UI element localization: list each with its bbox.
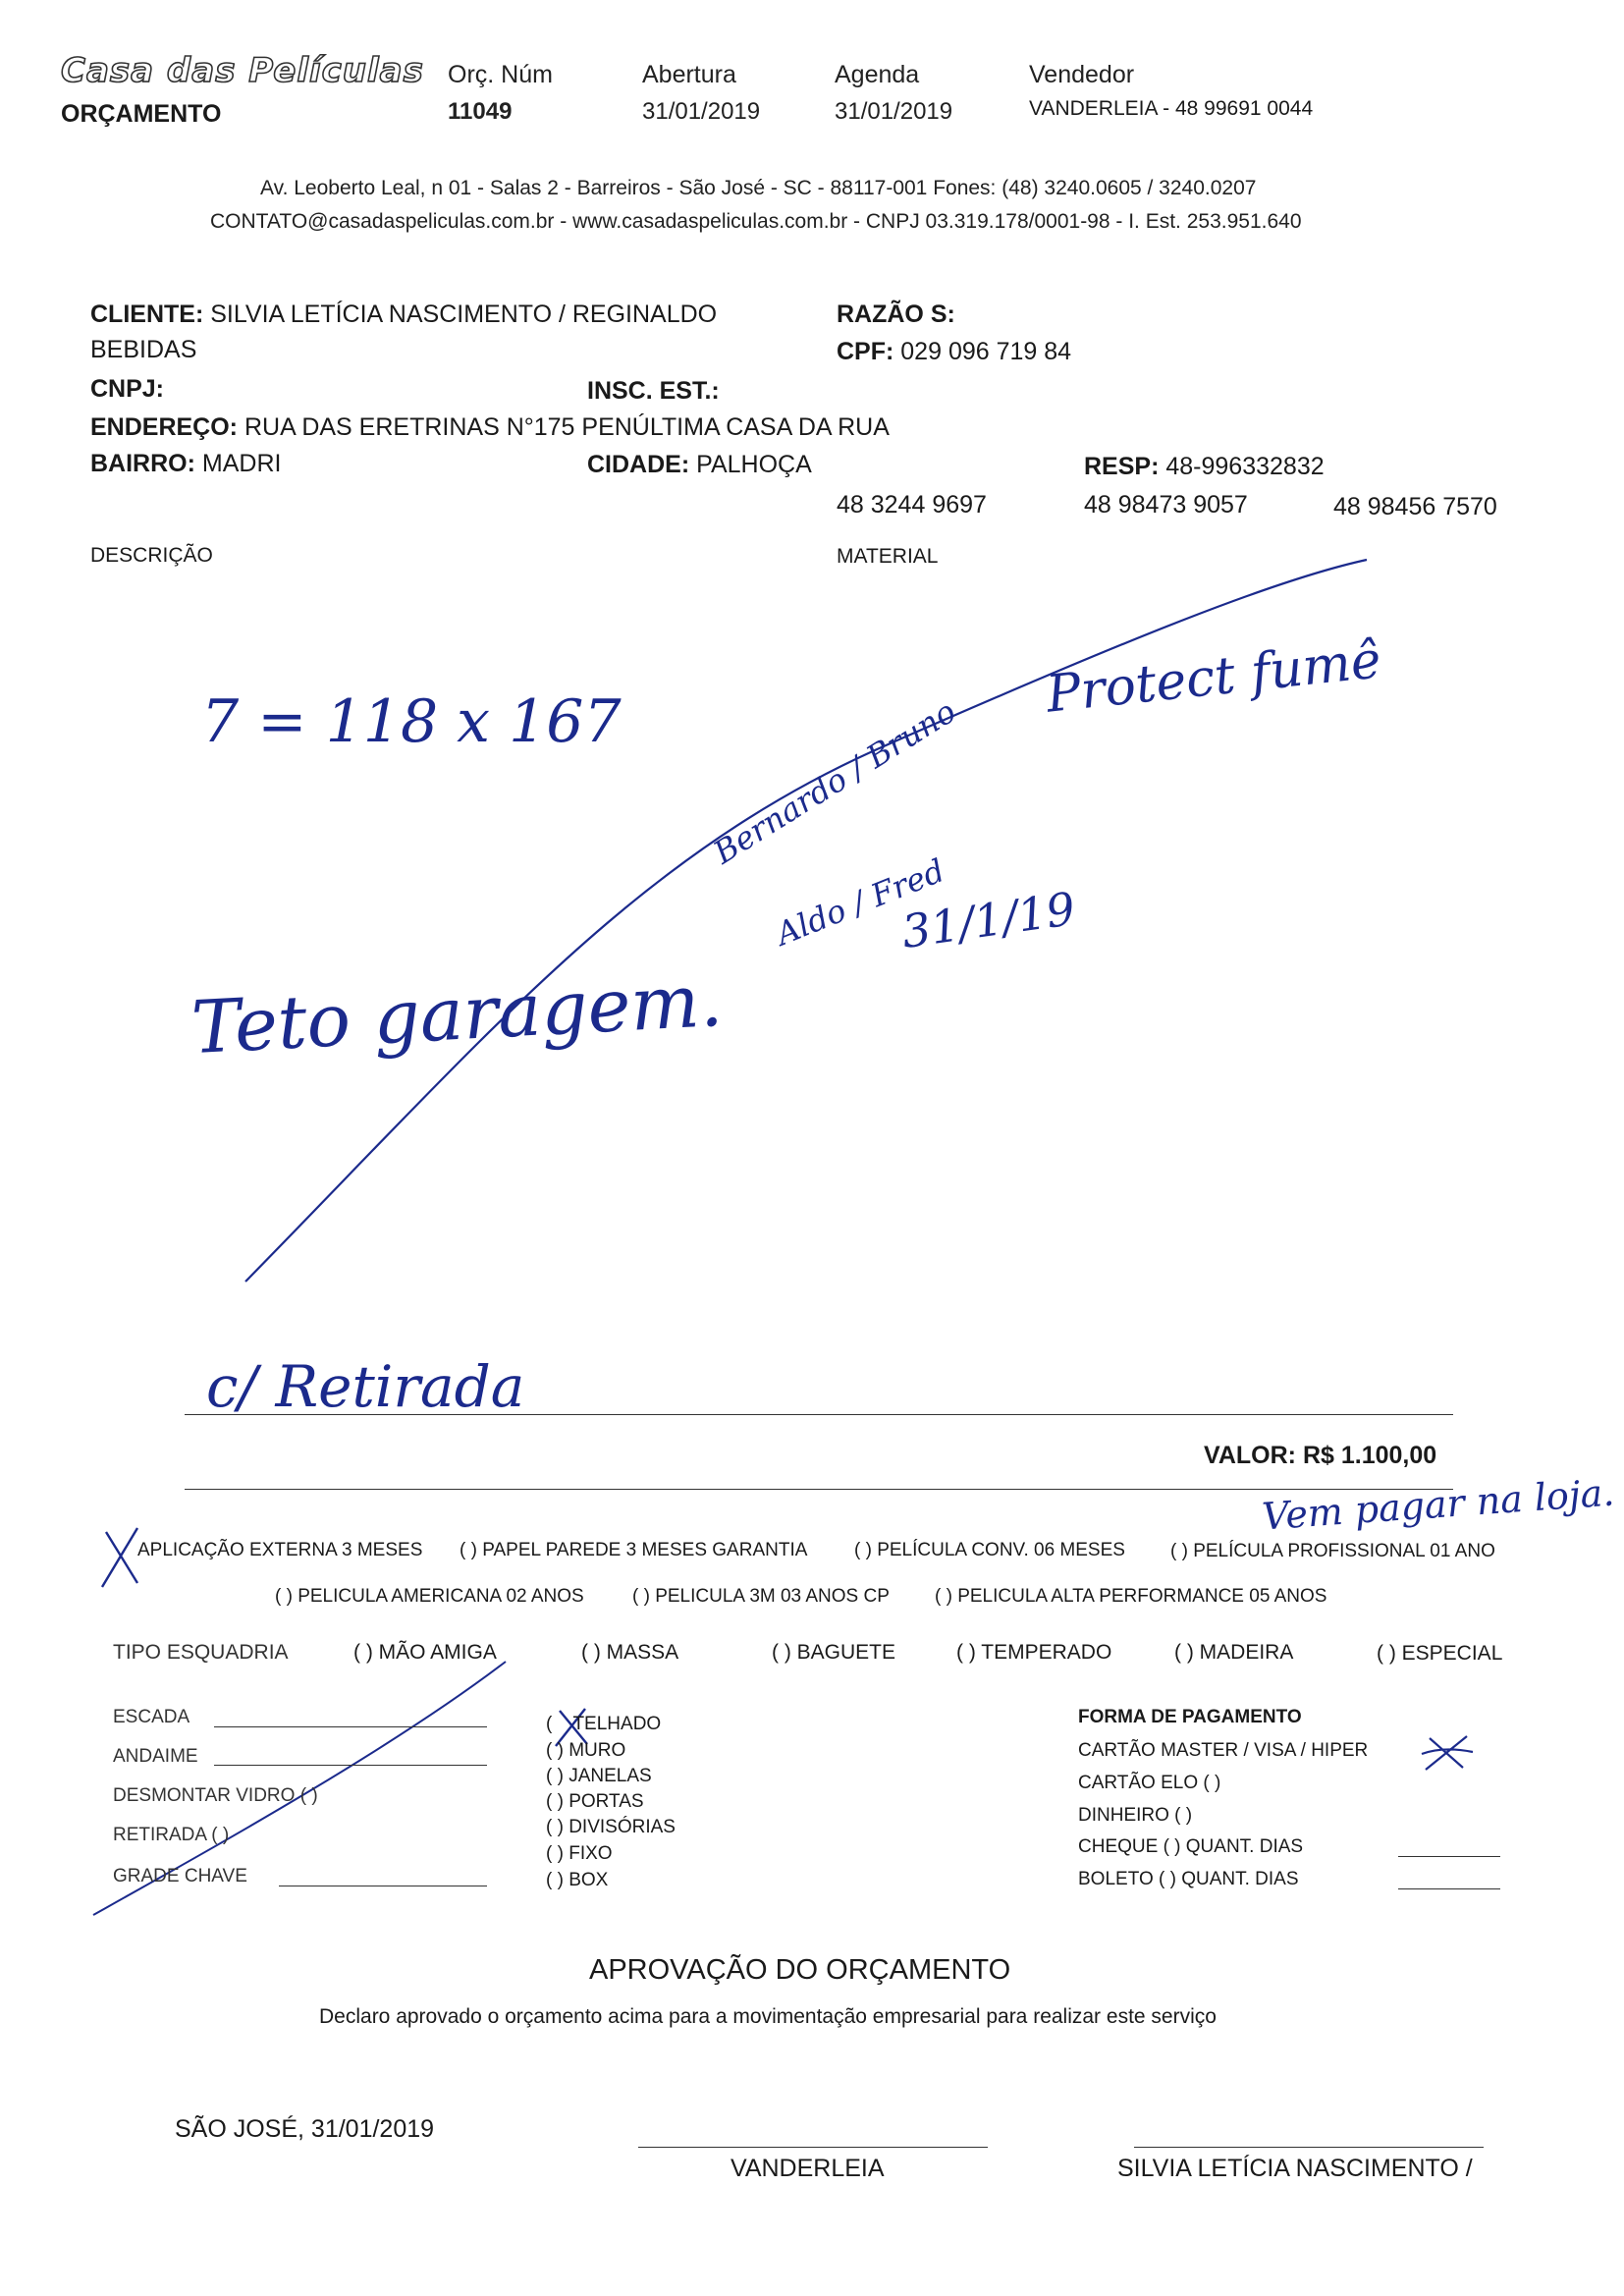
cliente-value-cont: BEBIDAS: [90, 336, 197, 363]
cidade-label: CIDADE:: [587, 451, 690, 478]
handwritten-location: Teto garagem.: [189, 957, 725, 1071]
option-madeira[interactable]: ( ) MADEIRA: [1174, 1641, 1294, 1664]
check-telhado[interactable]: ( TELHADO: [546, 1714, 662, 1734]
handwritten-material: Protect fumê: [1043, 630, 1384, 725]
option-pelicula-alta-performance[interactable]: ( ) PELICULA ALTA PERFORMANCE 05 ANOS: [935, 1586, 1327, 1607]
handwritten-payment-note: Vem pagar na loja.: [1260, 1470, 1616, 1539]
abertura-value: 31/01/2019: [642, 98, 761, 125]
payment-cartao-elo[interactable]: CARTÃO ELO ( ): [1078, 1773, 1221, 1793]
company-address: Av. Leoberto Leal, n 01 - Salas 2 - Barreiros - São José - SC - 88117-001 Fones: (48) 3240.0605 / 3240.0207: [260, 177, 1257, 199]
material-header: MATERIAL: [837, 545, 939, 568]
cpf-value: 029 096 719 84: [900, 338, 1072, 365]
payment-title: FORMA DE PAGAMENTO: [1078, 1707, 1302, 1727]
check-muro[interactable]: ( ) MURO: [546, 1740, 626, 1761]
company-logo: Casa das Películas: [61, 51, 424, 90]
valor-field: [1204, 1442, 1436, 1470]
option-especial[interactable]: ( ) ESPECIAL: [1377, 1642, 1503, 1665]
option-papel-parede[interactable]: ( ) PAPEL PAREDE 3 MESES GARANTIA: [460, 1540, 808, 1560]
client-signature-name: SILVIA LETÍCIA NASCIMENTO /: [1117, 2155, 1473, 2182]
extra-desmontar-vidro[interactable]: DESMONTAR VIDRO ( ): [113, 1785, 318, 1806]
payment-dinheiro[interactable]: DINHEIRO ( ): [1078, 1805, 1193, 1826]
handwritten-date: 31/1/19: [898, 881, 1079, 959]
company-contact: CONTATO@casadaspeliculas.com.br - www.casadaspeliculas.com.br - CNPJ 03.319.178/0001-98 - I. Est. 253.951.640: [210, 210, 1302, 233]
bairro-label: BAIRRO:: [90, 450, 195, 477]
extra-retirada[interactable]: RETIRADA ( ): [113, 1825, 230, 1845]
check-janelas[interactable]: ( ) JANELAS: [546, 1766, 652, 1786]
handwritten-names-1: Bernardo / Bruno: [707, 692, 963, 872]
bairro-value: MADRI: [201, 450, 282, 477]
razao-label: RAZÃO S:: [837, 301, 955, 328]
phone-1: 48 3244 9697: [837, 491, 987, 519]
option-aplicacao-externa[interactable]: APLICAÇÃO EXTERNA 3 MESES: [137, 1540, 423, 1560]
option-pelicula-conv[interactable]: ( ) PELÍCULA CONV. 06 MESES: [854, 1540, 1125, 1560]
cliente-label: CLIENTE:: [90, 301, 204, 328]
phone-2: 48 98473 9057: [1084, 491, 1248, 519]
option-pelicula-americana[interactable]: ( ) PELICULA AMERICANA 02 ANOS: [275, 1586, 584, 1607]
agenda-value: 31/01/2019: [835, 98, 953, 125]
check-box[interactable]: ( ) BOX: [546, 1870, 609, 1890]
check-fixo[interactable]: ( ) FIXO: [546, 1843, 613, 1864]
extra-andaime: ANDAIME: [113, 1746, 198, 1767]
place-date: SÃO JOSÉ, 31/01/2019: [175, 2115, 435, 2143]
telhado-label: TELHADO: [572, 1714, 662, 1734]
check-portas[interactable]: ( ) PORTAS: [546, 1791, 644, 1812]
extra-grade-chave: GRADE CHAVE: [113, 1866, 247, 1886]
document-type: ORÇAMENTO: [61, 100, 222, 128]
boleto-dias-line[interactable]: [1398, 1888, 1500, 1889]
endereco-label: ENDEREÇO:: [90, 413, 239, 441]
phone-3: 48 98456 7570: [1333, 493, 1497, 520]
description-line-1: [185, 1414, 1453, 1415]
valor-label: VALOR:: [1204, 1442, 1296, 1469]
agenda-label: Agenda: [835, 61, 920, 88]
cnpj-label: CNPJ:: [90, 375, 165, 403]
valor-value: R$ 1.100,00: [1302, 1442, 1437, 1469]
option-massa[interactable]: ( ) MASSA: [581, 1641, 679, 1664]
approval-text: Declaro aprovado o orçamento acima para a movimentação empresarial para realizar este serviço: [319, 2005, 1217, 2028]
option-mao-amiga[interactable]: ( ) MÃO AMIGA: [353, 1641, 497, 1664]
tipo-esquadria-label: TIPO ESQUADRIA: [113, 1641, 289, 1664]
description-line-2: [185, 1489, 1453, 1490]
orc-num-value: 11049: [448, 98, 513, 125]
vendedor-label: Vendedor: [1029, 61, 1135, 88]
handwritten-measure: 7 = 118 x 167: [201, 687, 622, 756]
option-temperado[interactable]: ( ) TEMPERADO: [956, 1641, 1112, 1664]
andaime-line[interactable]: [214, 1765, 487, 1766]
cidade-value: PALHOÇA: [696, 451, 812, 478]
resp-value: 48-996332832: [1165, 453, 1325, 480]
option-baguete[interactable]: ( ) BAGUETE: [772, 1641, 896, 1664]
payment-cartao-master[interactable]: CARTÃO MASTER / VISA / HIPER: [1078, 1740, 1369, 1761]
option-pelicula-profissional[interactable]: ( ) PELÍCULA PROFISSIONAL 01 ANO: [1170, 1541, 1495, 1561]
approval-title: APROVAÇÃO DO ORÇAMENTO: [589, 1954, 1011, 1986]
insc-est-label: INSC. EST.:: [587, 377, 720, 405]
vendedor-value: VANDERLEIA - 48 99691 0044: [1029, 97, 1314, 120]
cliente-value: SILVIA LETÍCIA NASCIMENTO / REGINALDO: [210, 301, 718, 328]
payment-boleto[interactable]: BOLETO ( ) QUANT. DIAS: [1078, 1869, 1299, 1889]
descricao-header: DESCRIÇÃO: [90, 544, 213, 567]
handwritten-retirada: c/ Retirada: [206, 1353, 525, 1420]
client-signature-line: [1134, 2147, 1484, 2148]
handwritten-names-2: Aldo / Fred: [771, 851, 950, 954]
abertura-label: Abertura: [642, 61, 736, 88]
seller-signature-name: VANDERLEIA: [731, 2155, 885, 2182]
cheque-dias-line[interactable]: [1398, 1856, 1500, 1857]
orc-num-label: Orç. Núm: [448, 61, 553, 88]
extra-escada: ESCADA: [113, 1707, 190, 1727]
option-pelicula-3m[interactable]: ( ) PELICULA 3M 03 ANOS CP: [632, 1586, 890, 1607]
payment-cheque[interactable]: CHEQUE ( ) QUANT. DIAS: [1078, 1836, 1304, 1857]
resp-label: RESP:: [1084, 453, 1160, 480]
endereco-value: RUA DAS ERETRINAS N°175 PENÚLTIMA CASA DA RUA: [244, 413, 890, 441]
seller-signature-line: [638, 2147, 988, 2148]
check-divisorias[interactable]: ( ) DIVISÓRIAS: [546, 1817, 676, 1837]
cpf-label: CPF:: [837, 338, 894, 365]
escada-line[interactable]: [214, 1726, 487, 1727]
